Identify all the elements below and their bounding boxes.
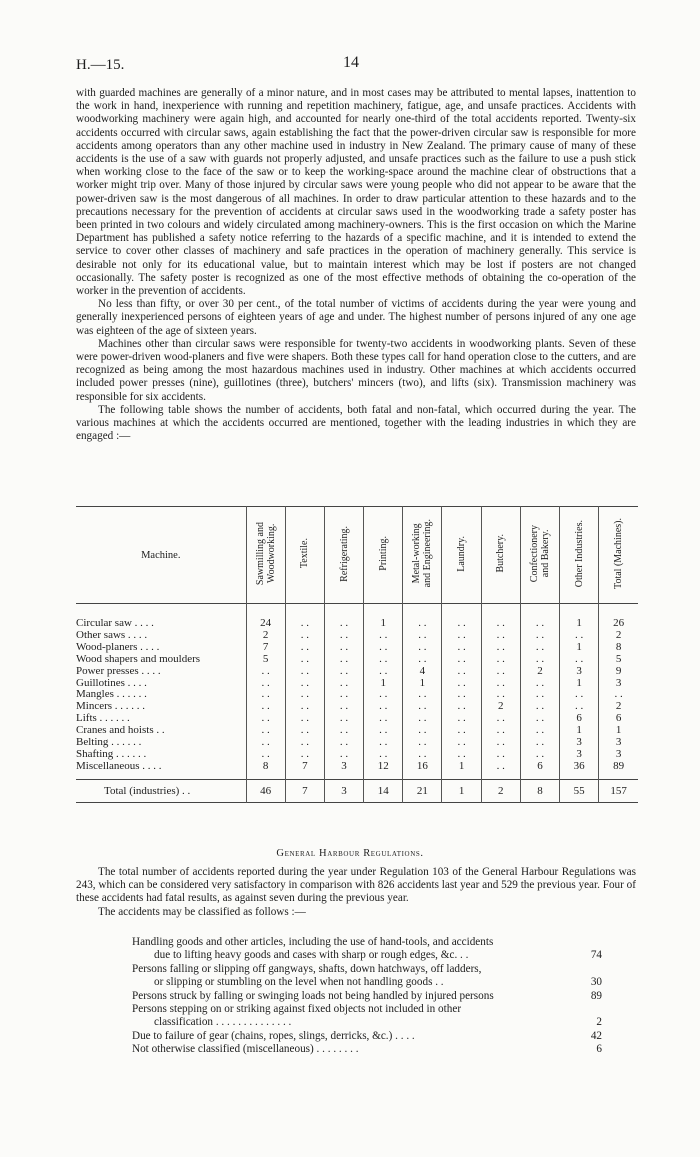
header-column: Other Industries. (560, 507, 599, 604)
body-text (76, 87, 636, 443)
classification-label: Not otherwise classified (miscellaneous) . . . . . . . . (132, 1043, 359, 1056)
table-cell: . . (324, 749, 363, 761)
table-cell: 6 (560, 713, 599, 725)
table-cell: . . (403, 713, 442, 725)
table-cell: . . (442, 725, 481, 737)
classification-item-continued (132, 949, 602, 962)
table-cell: . . (481, 761, 520, 779)
table-cell: . . (442, 654, 481, 666)
classification-value (572, 936, 602, 949)
table-cell: . . (364, 666, 403, 678)
classification-value (572, 1003, 602, 1016)
header-column: Printing. (364, 507, 403, 604)
classification-value (572, 963, 602, 976)
table-cell: . . (364, 642, 403, 654)
table-cell: . . (285, 654, 324, 666)
row-label: Wood-planers . . . . (76, 640, 160, 653)
classification-label: Persons stepping on or striking against fixed objects not included in other (132, 1003, 462, 1016)
table-cell: . . (481, 737, 520, 749)
table-cell: 2 (246, 630, 285, 642)
report-reference: H.—15. (76, 57, 125, 73)
table-cell: . . (403, 654, 442, 666)
table-cell: 1 (364, 604, 403, 630)
table-cell: . . (481, 713, 520, 725)
table-row (76, 630, 638, 642)
table-cell: . . (364, 654, 403, 666)
classification-value: 2 (596, 1016, 602, 1029)
classification-item (132, 936, 602, 949)
table-cell: . . (520, 689, 559, 701)
table-row (76, 689, 638, 701)
table-cell: . . (560, 630, 599, 642)
table-cell: 1 (560, 725, 599, 737)
table-cell: . . (246, 737, 285, 749)
table-cell: . . (324, 737, 363, 749)
table-cell: 6 (520, 761, 559, 779)
table-cell: . . (520, 642, 559, 654)
table-cell: . . (324, 689, 363, 701)
section-text (76, 866, 636, 919)
table-cell: . . (285, 713, 324, 725)
paragraph: The total number of accidents reported during the year under Regulation 103 of the General Harbour Regulations was 243, which can be considered very satisfactory in comparison with 826 accidents last year and 529 the previous year. Four of these accidents had fatal results, as against seven during the previous year. (76, 866, 636, 905)
machine-accidents-table (76, 506, 638, 803)
table-header-row (76, 507, 638, 604)
paragraph: The following table shows the number of accidents, both fatal and non-fatal, which occurred during the year. The various machines at which the accidents occurred are mentioned, together with the leading industries in which they are engaged :— (76, 403, 636, 443)
classification-label: Due to failure of gear (chains, ropes, slings, derricks, &c.) . . . . (132, 1029, 415, 1042)
table-row (76, 642, 638, 654)
table-cell: 3 (599, 737, 638, 749)
table-cell: . . (481, 689, 520, 701)
table-cell: 6 (599, 713, 638, 725)
table-cell: . . (364, 701, 403, 713)
classification-label-continued: or slipping or stumbling on the level when not handling goods . . (154, 976, 444, 989)
table-cell: 3 (560, 737, 599, 749)
table-cell: . . (285, 749, 324, 761)
table-cell: . . (403, 689, 442, 701)
table-cell: . . (403, 701, 442, 713)
table-row (76, 737, 638, 749)
table-cell: . . (520, 725, 559, 737)
table-cell: . . (285, 642, 324, 654)
table-row (76, 725, 638, 737)
table-cell: . . (246, 749, 285, 761)
table-cell: 1 (560, 604, 599, 630)
table-cell: . . (442, 689, 481, 701)
header-column: Sawmilling and Woodworking. (246, 507, 285, 604)
table-cell: . . (324, 725, 363, 737)
total-cell: 55 (560, 779, 599, 802)
table-cell: . . (403, 725, 442, 737)
table-cell: . . (324, 666, 363, 678)
table-cell: . . (285, 689, 324, 701)
table-cell: . . (364, 689, 403, 701)
page-number: 14 (343, 54, 359, 71)
row-label: Mincers . . . . . . (76, 700, 146, 713)
classification-label-continued: due to lifting heavy goods and cases with sharp or rough edges, &c. . . (154, 949, 469, 962)
table-row (76, 604, 638, 630)
table-cell: . . (442, 604, 481, 630)
table-cell: . . (324, 642, 363, 654)
table-cell: . . (560, 701, 599, 713)
header-column: Refrigerating. (324, 507, 363, 604)
table-cell: 2 (599, 701, 638, 713)
classification-item (132, 1003, 602, 1016)
table-cell: 8 (246, 761, 285, 779)
table-cell: . . (560, 654, 599, 666)
table-row (76, 701, 638, 713)
table-cell: . . (403, 604, 442, 630)
table-cell: . . (481, 749, 520, 761)
table-cell: . . (246, 678, 285, 690)
table-cell: . . (520, 604, 559, 630)
table-cell: . . (520, 654, 559, 666)
row-label: Mangles . . . . . . (76, 688, 147, 701)
header-column: Metal-working and Engineering. (403, 507, 442, 604)
table-cell: . . (481, 654, 520, 666)
header-column: Laundry. (442, 507, 481, 604)
table-cell: . . (285, 725, 324, 737)
table-cell: . . (442, 630, 481, 642)
table-cell: 3 (599, 678, 638, 690)
row-label: Power presses . . . . (76, 664, 161, 677)
classification-item (132, 1030, 602, 1043)
table-row (76, 654, 638, 666)
table-cell: . . (403, 642, 442, 654)
table-cell: 3 (324, 761, 363, 779)
classification-item-continued (132, 976, 602, 989)
table-cell: . . (560, 689, 599, 701)
table-cell: . . (364, 737, 403, 749)
table-cell: 3 (560, 666, 599, 678)
classification-value: 89 (590, 989, 602, 1002)
header-machine: Machine. (141, 549, 181, 561)
table-cell: . . (442, 737, 481, 749)
table-cell: . . (364, 749, 403, 761)
table-cell: . . (520, 701, 559, 713)
table-cell: . . (520, 630, 559, 642)
total-cell: 21 (403, 779, 442, 802)
table-cell: . . (246, 725, 285, 737)
table-cell: . . (520, 678, 559, 690)
table-total-row (76, 779, 638, 802)
total-cell: 14 (364, 779, 403, 802)
table-cell: 26 (599, 604, 638, 630)
classification-item (132, 1043, 602, 1056)
table-cell: . . (442, 749, 481, 761)
table-row (76, 761, 638, 779)
table-body (76, 604, 638, 780)
classification-label: Persons falling or slipping off gangways, shafts, down hatchways, off ladders, (132, 962, 482, 975)
classification-label: Persons struck by falling or swinging loads not being handled by injured persons (132, 989, 494, 1002)
classification-item-continued (132, 1016, 602, 1029)
classification-list (132, 936, 602, 1057)
classification-value: 30 (590, 976, 602, 989)
total-cell: 2 (481, 779, 520, 802)
row-label: Miscellaneous . . . . (76, 759, 162, 772)
classification-label: Handling goods and other articles, including the use of hand-tools, and accidents (132, 936, 494, 948)
table-cell: . . (324, 701, 363, 713)
row-label: Circular saw . . . . (76, 617, 154, 629)
table-cell: . . (442, 701, 481, 713)
table-cell: . . (403, 749, 442, 761)
table-cell: 1 (442, 761, 481, 779)
paragraph: No less than fifty, or over 30 per cent., of the total number of victims of accidents during the year were young and generally inexperienced persons of eighteen years of age and under. The highest number of persons injured of any one age was eighteen of the age of sixteen years. (76, 298, 636, 337)
total-cell: 8 (520, 779, 559, 802)
total-label: Total (industries) . . (104, 784, 191, 797)
table-cell: . . (520, 713, 559, 725)
table-cell: 2 (520, 666, 559, 678)
table-cell: . . (285, 666, 324, 678)
classification-value: 6 (596, 1043, 602, 1056)
row-label: Lifts . . . . . . (76, 712, 130, 725)
table-cell: . . (442, 666, 481, 678)
table-cell: . . (403, 737, 442, 749)
table-cell: 5 (599, 654, 638, 666)
table-cell: . . (285, 737, 324, 749)
row-label: Other saws . . . . (76, 628, 148, 641)
table-cell: 5 (246, 654, 285, 666)
table-cell: 2 (599, 630, 638, 642)
table-cell: . . (324, 713, 363, 725)
table-cell: . . (442, 713, 481, 725)
table-cell: . . (246, 713, 285, 725)
table-cell: 9 (599, 666, 638, 678)
table-cell: 1 (560, 678, 599, 690)
table-cell: . . (285, 678, 324, 690)
paragraph: with guarded machines are generally of a minor nature, and in most cases may be attributed to mental lapses, inattention to the work in hand, inexperience with running and repetition machinery, fatigue, age, and unsafe practices. Accidents with woodworking machinery were again high, and accounted for nearly one-third of the total accidents reported. Twenty-six accidents occurred with circular saws, again establishing the fact that the power-driven circular saw is responsible for more accidents among operators than any other machine used in industry in New Zealand. The primary cause of many of these accidents is the use of a saw with guards not properly adjusted, and unsafe practices such as the failure to use a push stick when working close to the face of the saw or to keep the working-space around the machine clear of obstructions that a worker might trip over. Many of those injured by circular saws were young people who did not appear to be aware that the power-driven saw is the most dangerous of all machines. In order to draw particular attention to these hazards and to the precautions necessary for the prevention of accidents at circular saws used in the woodworking trade a safety poster has been printed in two colours and widely circulated among machinery-owners. This is the first occasion on which the Marine Department has published a safety notice referring to the hazards of a specific machine, and it is intended to extend the service to cover other classes of machinery and safe practices in the operation of machinery generally. This service is desirable not only for its educational value, but to maintain interest which may be lost if posters are not changed occasionally. The safety poster is recognized as one of the most effective methods of obtaining the co-operation of the worker in the prevention of accidents. (76, 87, 636, 298)
total-cell: 157 (599, 779, 638, 802)
table-cell: 89 (599, 761, 638, 779)
header-column: Textile. (285, 507, 324, 604)
table-cell: 1 (599, 725, 638, 737)
table-row (76, 678, 638, 690)
paragraph: The accidents may be classified as follows :— (98, 905, 306, 918)
total-cell: 7 (285, 779, 324, 802)
row-label: Wood shapers and moulders (76, 652, 201, 665)
row-label: Cranes and hoists . . (76, 724, 165, 737)
table-cell: 3 (560, 749, 599, 761)
classification-item (132, 963, 602, 976)
table-cell: 1 (403, 678, 442, 690)
table-cell: . . (481, 725, 520, 737)
table-cell: 12 (364, 761, 403, 779)
table-cell: 8 (599, 642, 638, 654)
row-label: Shafting . . . . . . (76, 747, 147, 760)
table-cell: . . (520, 749, 559, 761)
row-label: Belting . . . . . . (76, 736, 142, 749)
table-cell: . . (324, 604, 363, 630)
table-cell: . . (285, 630, 324, 642)
table-cell: . . (599, 689, 638, 701)
table-cell: . . (403, 630, 442, 642)
table-cell: 24 (246, 604, 285, 630)
table-cell: . . (285, 604, 324, 630)
table-cell: 16 (403, 761, 442, 779)
classification-label-continued: classification . . . . . . . . . . . . . . (154, 1016, 292, 1029)
table-cell: . . (481, 630, 520, 642)
table-cell: . . (246, 689, 285, 701)
table-cell: . . (364, 713, 403, 725)
table-cell: . . (364, 630, 403, 642)
paragraph: Machines other than circular saws were responsible for twenty-two accidents in woodworking plants. Seven of these were power-driven wood-planers and five were shapers. Both these types call for hand operation close to the cutters, and are recognized as being among the most hazardous machines used in industry. Other machines at which accidents occurred included power presses (nine), guillotines (three), butchers' mincers (two), and lifts (six). Transmission machinery was responsible for six accidents. (76, 337, 636, 403)
table-cell: . . (481, 642, 520, 654)
table-cell: . . (285, 701, 324, 713)
classification-value: 74 (590, 949, 602, 962)
table-cell: . . (442, 678, 481, 690)
classification-item (132, 990, 602, 1003)
row-label: Guillotines . . . . (76, 676, 147, 689)
table-cell: . . (324, 654, 363, 666)
table-cell: 1 (560, 642, 599, 654)
total-cell: 1 (442, 779, 481, 802)
table-cell: . . (442, 642, 481, 654)
table-cell: 7 (285, 761, 324, 779)
classification-value: 42 (590, 1029, 602, 1042)
table-cell: . . (246, 666, 285, 678)
table-cell: 7 (246, 642, 285, 654)
table-cell: . . (481, 678, 520, 690)
section-title: General Harbour Regulations. (276, 848, 424, 859)
table-cell: . . (481, 666, 520, 678)
table-cell: 36 (560, 761, 599, 779)
table-row (76, 666, 638, 678)
table-cell: . . (364, 725, 403, 737)
table-cell: . . (324, 678, 363, 690)
total-cell: 3 (324, 779, 363, 802)
table-cell: 3 (599, 749, 638, 761)
table-cell: . . (324, 630, 363, 642)
table-cell: . . (520, 737, 559, 749)
header-column: Butchery. (481, 507, 520, 604)
header-column: Confectionery and Bakery. (520, 507, 559, 604)
table-cell: 2 (481, 701, 520, 713)
total-cell: 46 (246, 779, 285, 802)
table-cell: . . (481, 604, 520, 630)
header-column: Total (Machines). (599, 507, 638, 604)
table-cell: . . (246, 701, 285, 713)
table-cell: 4 (403, 666, 442, 678)
table-cell: 1 (364, 678, 403, 690)
